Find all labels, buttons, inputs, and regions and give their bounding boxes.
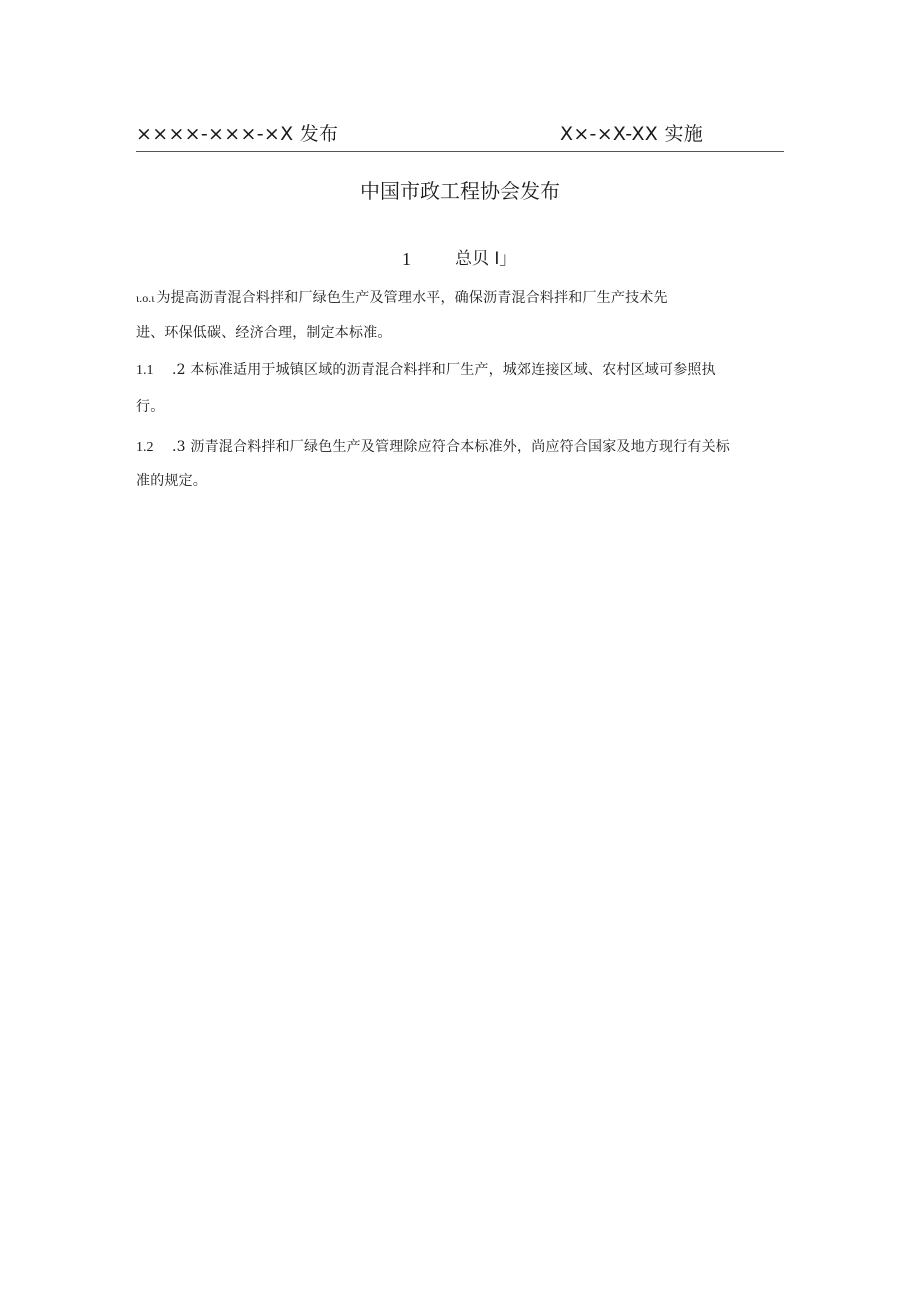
- publisher-title: 中国市政工程协会发布: [360, 179, 560, 203]
- clause-1-line-2: [136, 322, 392, 344]
- clause-2-text-1: .2 本标准适用于城镇区域的沥青混合料拌和厂生产，城郊连接区域、农村区域可参照执: [172, 362, 716, 378]
- chapter-title: 总贝 I」: [455, 249, 517, 269]
- clause-3-text-1: .3 沥青混合料拌和厂绿色生产及管理除应符合本标准外，尚应符合国家及地方现行有关标: [172, 439, 731, 455]
- chapter-number: 1: [402, 249, 411, 269]
- clause-3-line-2: [136, 470, 207, 492]
- clause-1-text-2: 进、环保低碳、经济合理，制定本标准。: [136, 325, 392, 341]
- clause-1-number: ι.o.ι: [136, 291, 155, 305]
- clause-3-line-1: [136, 436, 730, 459]
- clause-1-text-1: 为提高沥青混合料拌和厂绿色生产及管理水平，确保沥青混合料拌和厂生产技术先: [156, 290, 668, 306]
- clause-3-text-2: 准的规定。: [136, 473, 207, 489]
- clause-2-line-1: [136, 359, 716, 382]
- clause-2-text-2: 行。: [136, 399, 165, 415]
- clause-3-number: 1.2: [136, 440, 154, 455]
- header-divider: [136, 151, 784, 152]
- clause-2-line-2: [136, 396, 164, 418]
- effective-date: X×-×X-XX 实施: [560, 123, 704, 145]
- clause-2-number: 1.1: [136, 363, 154, 378]
- document-header: [136, 120, 784, 148]
- clause-1-line-1: [136, 287, 668, 309]
- publish-date: ××××-×××-×X 发布: [136, 123, 339, 145]
- chapter-heading: [0, 245, 920, 273]
